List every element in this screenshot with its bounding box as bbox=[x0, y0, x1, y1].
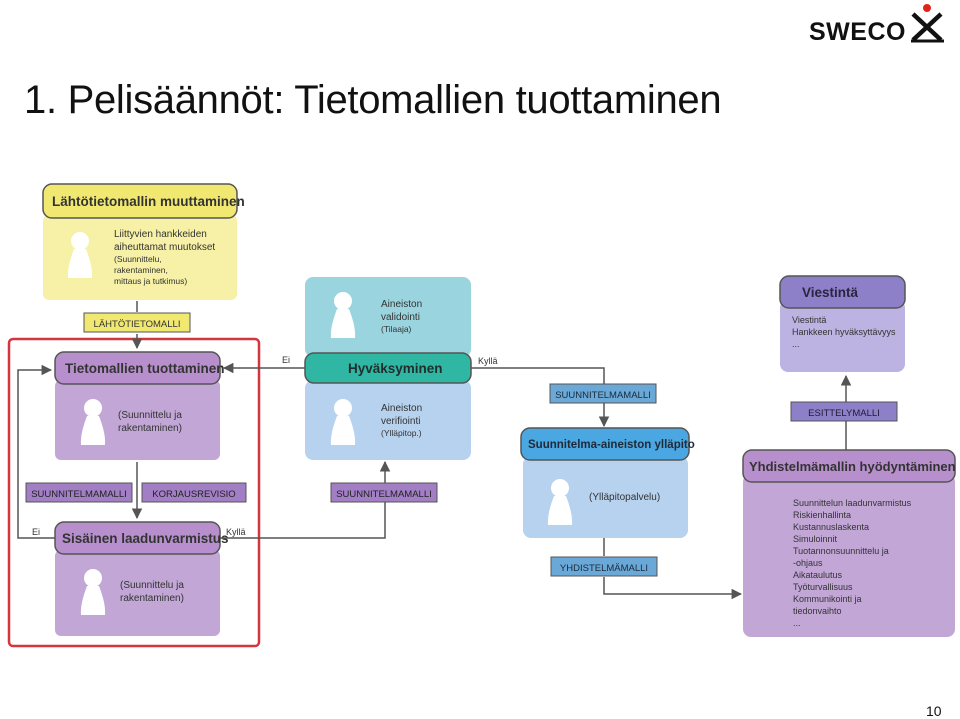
hyvaksyminen-panel bbox=[305, 277, 471, 460]
lahto-panel bbox=[43, 184, 245, 300]
page-number: 10 bbox=[926, 703, 942, 719]
yllapito-note: (Ylläpitopalvelu) bbox=[589, 492, 661, 503]
hyodyntaminen-item-3: Kustannuslaskenta bbox=[793, 522, 870, 532]
tag-lahtotietomalli-label: LÄHTÖTIETOMALLI bbox=[93, 319, 181, 330]
slide-title: 1. Pelisäännöt: Tietomallien tuottaminen bbox=[24, 78, 722, 122]
verifiointi-note: (Ylläpitop.) bbox=[381, 428, 422, 438]
tag-suunnitelmamalli-1-label: SUUNNITELMAMALLI bbox=[31, 489, 127, 500]
hyodyntaminen-item-2: Riskienhallinta bbox=[793, 510, 852, 520]
lahto-text-2: aiheuttamat muutokset bbox=[114, 242, 216, 253]
viestinta-title: Viestintä bbox=[802, 285, 859, 300]
hyodyntaminen-item-9: Kommunikointi ja bbox=[793, 594, 862, 604]
tuottaminen-title: Tietomallien tuottaminen bbox=[65, 361, 225, 376]
hyodyntaminen-item-8: Työturvallisuus bbox=[793, 582, 853, 592]
lahto-title: Lähtötietomallin muuttaminen bbox=[52, 194, 245, 209]
viestinta-panel bbox=[780, 276, 905, 372]
laadunvarmistus-note-2: rakentaminen) bbox=[120, 593, 184, 604]
laadunvarmistus-panel bbox=[55, 522, 229, 636]
loop-arrow-ei bbox=[18, 370, 55, 538]
tag-suunnitelmamalli-2-label: SUUNNITELMAMALLI bbox=[336, 489, 432, 500]
hyodyntaminen-item-7: Aikataulutus bbox=[793, 570, 843, 580]
arrow-to-hyodyntaminen bbox=[604, 577, 741, 594]
validointi-text-1: Aineiston bbox=[381, 299, 423, 310]
viestinta-item-2: Hankkeen hyväksyttävyys bbox=[792, 327, 896, 337]
viestinta-item-3: ... bbox=[792, 339, 800, 349]
tuottaminen-panel bbox=[55, 352, 225, 460]
viestinta-item-1: Viestintä bbox=[792, 315, 827, 325]
verifiointi-text-2: verifiointi bbox=[381, 416, 421, 427]
hyodyntaminen-item-4: Simuloinnit bbox=[793, 534, 838, 544]
yllapito-panel bbox=[521, 428, 695, 538]
yllapito-title: Suunnitelma-aineiston ylläpito bbox=[528, 439, 695, 451]
lahto-note-3: mittaus ja tutkimus) bbox=[114, 276, 188, 286]
lahto-text-1: Liittyvien hankkeiden bbox=[114, 229, 207, 240]
hyodyntaminen-item-11: ... bbox=[793, 618, 801, 628]
tuottaminen-note-2: rakentaminen) bbox=[118, 423, 182, 434]
logo-text: SWECO bbox=[809, 18, 906, 46]
tag-esittelymalli-label: ESITTELYMALLI bbox=[808, 408, 880, 419]
tag-yhdistelmamalli-label: YHDISTELMÄMALLI bbox=[559, 563, 649, 574]
hyodyntaminen-item-1: Suunnittelun laadunvarmistus bbox=[793, 498, 912, 508]
laadunvarmistus-note-1: (Suunnittelu ja bbox=[120, 580, 184, 591]
validointi-text-2: validointi bbox=[381, 312, 420, 323]
hyodyntaminen-item-5: Tuotannonsuunnittelu ja bbox=[793, 546, 889, 556]
label-kylla-left: Kyllä bbox=[226, 527, 246, 537]
hyvaksyminen-title: Hyväksyminen bbox=[348, 361, 443, 376]
hyodyntaminen-panel bbox=[743, 450, 956, 637]
label-kylla-mid: Kyllä bbox=[478, 356, 498, 366]
tag-suunnitelmamalli-3-label: SUUNNITELMAMALLI bbox=[555, 390, 651, 401]
verifiointi-text-1: Aineiston bbox=[381, 403, 423, 414]
hyodyntaminen-item-10: tiedonvaihto bbox=[793, 606, 842, 616]
lahto-note-2: rakentaminen, bbox=[114, 265, 168, 275]
tuottaminen-note-1: (Suunnittelu ja bbox=[118, 410, 182, 421]
tag-korjausrevisio-label: KORJAUSREVISIO bbox=[152, 489, 236, 500]
laadunvarmistus-title: Sisäinen laadunvarmistus bbox=[62, 531, 229, 546]
hyodyntaminen-title: Yhdistelmämallin hyödyntäminen bbox=[749, 459, 956, 474]
label-ei-left: Ei bbox=[32, 527, 41, 537]
hyodyntaminen-item-6: -ohjaus bbox=[793, 558, 823, 568]
lahto-note-1: (Suunnittelu, bbox=[114, 254, 162, 264]
validointi-note: (Tilaaja) bbox=[381, 324, 412, 334]
label-ei-mid: Ei bbox=[282, 355, 291, 365]
